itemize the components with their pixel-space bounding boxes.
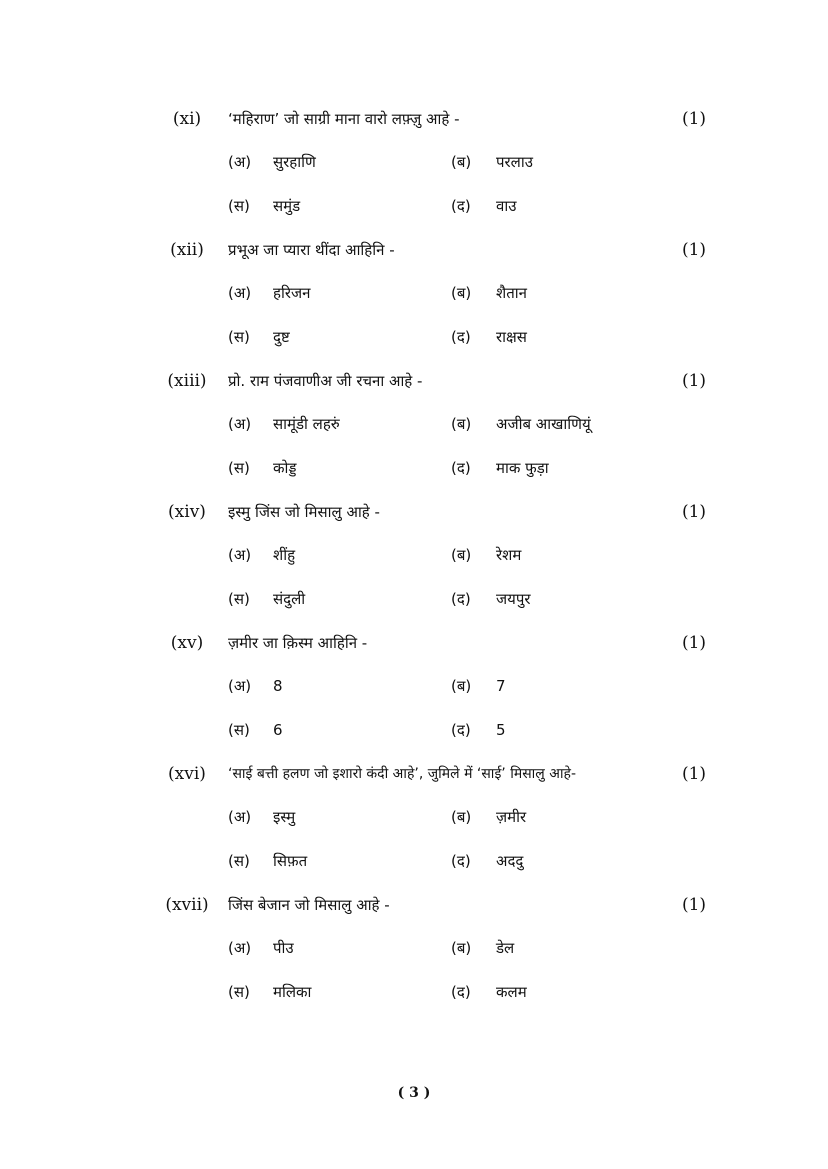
question-marks: (1) [681, 633, 707, 653]
option-label: (अ) [228, 284, 252, 302]
options-row [0, 412, 828, 436]
question-text: ‘साई बत्ती हलण जो इशारो कंदी आहे’, जुमिले में ‘साई’ मिसालु आहे- [228, 766, 577, 782]
option-text: पीउ [273, 939, 294, 957]
option-text: वाउ [496, 197, 517, 215]
question-item [0, 631, 828, 763]
question-number: (xv) [170, 633, 204, 653]
question-text: ज़मीर जा क़िस्म आहिनि - [228, 634, 368, 652]
option-label: (ब) [451, 153, 472, 171]
option-text: अजीब आखाणियूं [496, 415, 591, 433]
question-number: (xvii) [165, 895, 209, 915]
options-row [0, 718, 828, 742]
question-number: (xii) [170, 240, 204, 260]
question-marks: (1) [681, 502, 707, 522]
option-label: (ब) [451, 939, 472, 957]
option-text: ज़मीर [496, 808, 527, 826]
option-label: (ब) [451, 546, 472, 564]
option-d [0, 587, 828, 611]
option-b [0, 281, 828, 305]
options-row [0, 281, 828, 305]
option-label: (द) [451, 721, 471, 739]
question-marks: (1) [681, 240, 707, 260]
options-row [0, 587, 828, 611]
option-label: (स) [228, 983, 250, 1001]
option-b [0, 936, 828, 960]
option-text: इस्मु [273, 808, 296, 826]
option-text: सुरहाणि [273, 153, 316, 171]
option-text: राक्षस [496, 328, 527, 346]
question-item [0, 893, 828, 1025]
question-text: प्रो. राम पंजवाणीअ जी रचना आहे - [228, 372, 423, 390]
option-label: (द) [451, 852, 471, 870]
option-label: (स) [228, 197, 250, 215]
option-text: समुंड [273, 197, 301, 215]
option-text: सामूंडी लहरुं [273, 415, 340, 433]
option-text: कोड्ड [273, 459, 297, 477]
option-text: 6 [273, 721, 283, 739]
option-text: शैतान [496, 284, 527, 302]
option-d [0, 325, 828, 349]
option-label: (द) [451, 459, 471, 477]
options-row [0, 194, 828, 218]
question-stem [0, 631, 828, 655]
question-stem [0, 238, 828, 262]
option-text: संदुली [273, 590, 306, 608]
option-label: (स) [228, 590, 250, 608]
option-text: सिफ़त [273, 852, 308, 870]
question-stem [0, 500, 828, 524]
options-row [0, 849, 828, 873]
options-row [0, 805, 828, 829]
option-text: जयपुर [496, 590, 531, 608]
option-label: (द) [451, 590, 471, 608]
option-text: कलम [496, 983, 527, 1001]
options-row [0, 543, 828, 567]
option-d [0, 849, 828, 873]
question-number: (xi) [172, 109, 202, 129]
option-b [0, 805, 828, 829]
option-text: मलिका [273, 983, 312, 1001]
option-label: (ब) [451, 284, 472, 302]
options-row [0, 150, 828, 174]
option-d [0, 718, 828, 742]
option-label: (द) [451, 197, 471, 215]
option-d [0, 194, 828, 218]
option-label: (अ) [228, 546, 252, 564]
question-item [0, 500, 828, 632]
option-label: (स) [228, 852, 250, 870]
question-stem [0, 893, 828, 917]
options-row [0, 936, 828, 960]
options-row [0, 980, 828, 1004]
option-text: 5 [496, 721, 506, 739]
option-text: शींहु [273, 546, 296, 564]
option-text: 7 [496, 677, 506, 695]
option-b [0, 674, 828, 698]
option-text: 8 [273, 677, 283, 695]
page-number: ( 3 ) [397, 1085, 431, 1101]
option-label: (ब) [451, 415, 472, 433]
option-label: (ब) [451, 808, 472, 826]
option-label: (स) [228, 721, 250, 739]
option-label: (अ) [228, 415, 252, 433]
option-text: दुष्ट [273, 328, 290, 346]
options-row [0, 456, 828, 480]
question-stem [0, 107, 828, 131]
option-label: (ब) [451, 677, 472, 695]
option-label: (स) [228, 328, 250, 346]
option-label: (अ) [228, 939, 252, 957]
question-text: प्रभूअ जा प्यारा थींदा आहिनि - [228, 241, 395, 259]
question-number: (xiv) [168, 502, 206, 522]
option-label: (अ) [228, 808, 252, 826]
option-label: (द) [451, 328, 471, 346]
question-item [0, 107, 828, 239]
option-d [0, 456, 828, 480]
question-marks: (1) [681, 109, 707, 129]
question-number: (xiii) [167, 371, 207, 391]
option-label: (अ) [228, 677, 252, 695]
options-row [0, 674, 828, 698]
question-marks: (1) [681, 895, 707, 915]
option-label: (स) [228, 459, 250, 477]
question-marks: (1) [681, 371, 707, 391]
option-text: अददु [496, 852, 524, 870]
option-b [0, 412, 828, 436]
option-label: (द) [451, 983, 471, 1001]
option-label: (अ) [228, 153, 252, 171]
question-text: ‘महिराण’ जो साग्री माना वारो लफ़्ज़ु आहे - [228, 110, 460, 128]
options-row [0, 325, 828, 349]
question-stem [0, 369, 828, 393]
option-text: माक फुड़ा [496, 459, 549, 477]
option-text: परलाउ [496, 153, 533, 171]
question-item [0, 762, 828, 894]
question-text: इस्मु जिंस जो मिसालु आहे - [228, 503, 380, 521]
question-item [0, 238, 828, 370]
question-item [0, 369, 828, 501]
question-marks: (1) [681, 764, 707, 784]
option-b [0, 543, 828, 567]
option-text: रेशम [496, 546, 522, 564]
question-stem [0, 762, 828, 786]
option-text: हरिजन [273, 284, 311, 302]
option-text: डेल [496, 939, 515, 957]
question-text: जिंस बेजान जो मिसालु आहे - [228, 896, 390, 914]
option-b [0, 150, 828, 174]
option-d [0, 980, 828, 1004]
question-number: (xvi) [168, 764, 206, 784]
